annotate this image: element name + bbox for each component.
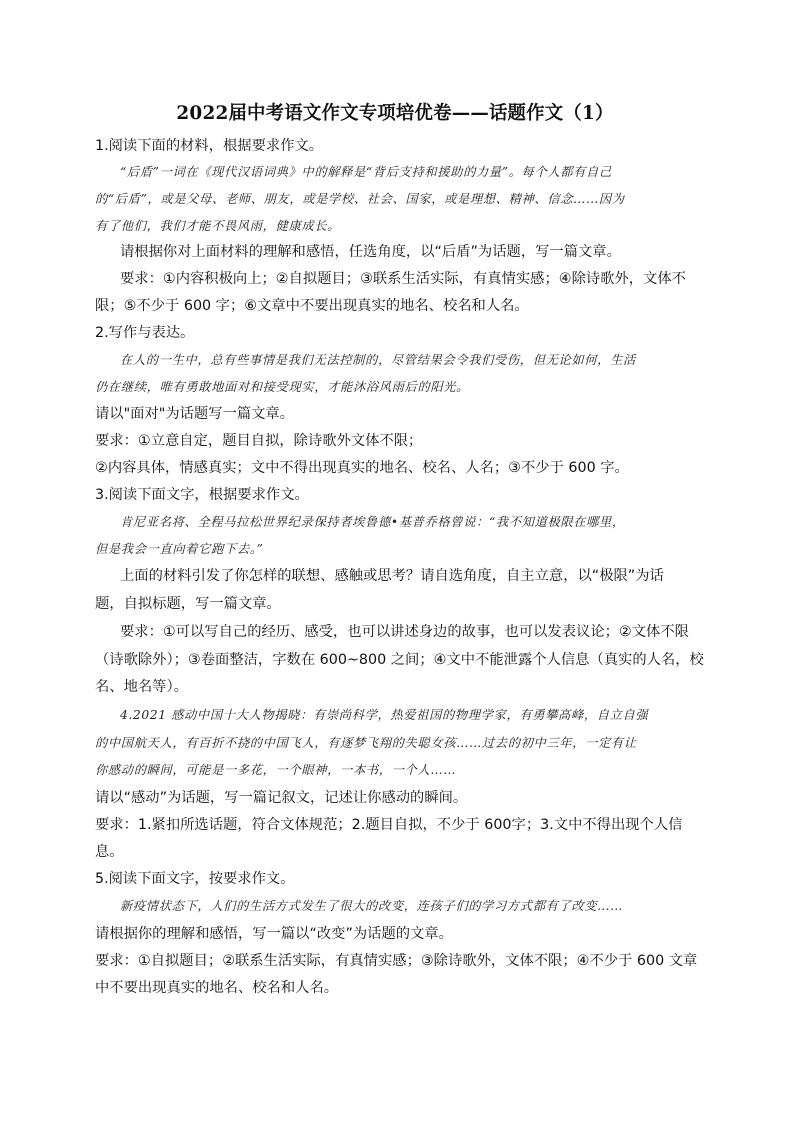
question-1-requirements-line-2: 限；⑤不少于 600 字；⑥文章中不要出现真实的地名、校名和人名。 [95,298,529,314]
question-1-prompt: 请根据你对上面材料的理解和感悟，任选角度，以“后盾”为话题，写一篇文章。 [120,244,621,260]
question-3-requirements-line-2: （诗歌除外）；③卷面整洁，字数在 600~800 之间；④文中不能泄露个人信息（真实的人名，校 [95,652,704,668]
document-title: 2022届中考语文作文专项培优卷——话题作文（1） [176,103,614,124]
question-3-material-line-1: 肯尼亚名将、全程马拉松世界纪录保持者埃鲁德•基普乔格曾说：“我不知道极限在哪里， [120,515,625,529]
question-5-requirements-line-2: 中不要出现真实的地名、校名和人名。 [95,980,339,996]
question-5-material: 新疫情状态下，人们的生活方式发生了很大的改变，连孩子们的学习方式都有了改变…… [120,899,623,913]
question-1-material-line-1: “后盾”一词在《现代汉语词典》中的解释是“背后支持和援助的力量”。每个人都有自己 [120,165,612,179]
question-3-prompt-line-1: 上面的材料引发了你怎样的联想、感触或思考？请自选角度，自主立意，以“极限”为话 [120,568,664,584]
question-4-material-line-3: 你感动的瞬间，可能是一多花，一个眼神，一本书，一个人…… [95,763,457,777]
question-4-prompt: 请以“感动”为话题，写一篇记叙文，记述让你感动的瞬间。 [95,790,468,806]
question-3-prompt-line-2: 题，自拟标题，写一篇文章。 [95,596,281,612]
question-1-material-line-2: 的“后盾”，或是父母、老师、朋友，或是学校、社会、国家，或是理想、精神、信念……因为 [95,192,625,206]
question-5-heading: 5.阅读下面文字，按要求作文。 [95,871,295,887]
question-3-requirements-line-3: 名、地名等）。 [95,679,188,695]
question-2-prompt: 请以"面对"为话题写一篇文章。 [95,406,295,422]
question-2-material-line-2: 仍在继续，唯有勇敢地面对和接受现实，才能沐浴风雨后的阳光。 [95,380,470,394]
question-2-requirements-line-1: 要求：①立意自定，题目自拟，除诗歌外文体不限； [95,433,423,449]
question-1-requirements-line-1: 要求：①内容积极向上；②自拟题目；③联系生活实际，有真情实感；④除诗歌外，文体不 [120,271,686,287]
question-2-material-line-1: 在人的一生中，总有些事情是我们无法控制的，尽管结果会令我们受伤，但无论如何，生活 [120,353,636,367]
question-5-requirements-line-1: 要求：①自拟题目；②联系生活实际，有真情实感；③除诗歌外，文体不限；④不少于 600 文章 [95,953,698,969]
question-4-requirements-line-2: 息。 [95,844,124,860]
question-1-heading: 1.阅读下面的材料，根据要求作文。 [95,138,324,154]
question-4-material-line-1: 4.2021 感动中国十大人物揭晓：有崇尚科学，热爱祖国的物理学家，有勇攀高峰，自立自强 [120,708,649,722]
question-4-requirements-line-1: 要求：1.紧扣所选话题，符合文体规范；2.题目自拟，不少于 600字；3.文中不得出现个人信 [95,817,683,833]
question-1-material-line-3: 有了他们，我们才能不畏风雨，健康成长。 [95,219,341,233]
question-2-heading: 2.写作与表达。 [95,325,195,341]
question-3-material-line-2: 但是我会一直向着它跑下去。” [95,542,264,556]
question-4-material-line-2: 的中国航天人，有百折不挠的中国飞人，有逐梦飞翔的失聪女孩……过去的初中三年，一定有让 [95,736,637,750]
question-3-requirements-line-1: 要求：①可以写自己的经历、感受，也可以讲述身边的故事，也可以发表议论；②文体不限 [120,624,689,640]
question-3-heading: 3.阅读下面文字，根据要求作文。 [95,487,309,503]
question-5-prompt: 请根据你的理解和感悟，写一篇以“改变”为话题的文章。 [95,926,453,942]
question-2-requirements-line-2: ②内容具体，情感真实；文中不得出现真实的地名、校名、人名；③不少于 600 字。 [95,460,629,476]
